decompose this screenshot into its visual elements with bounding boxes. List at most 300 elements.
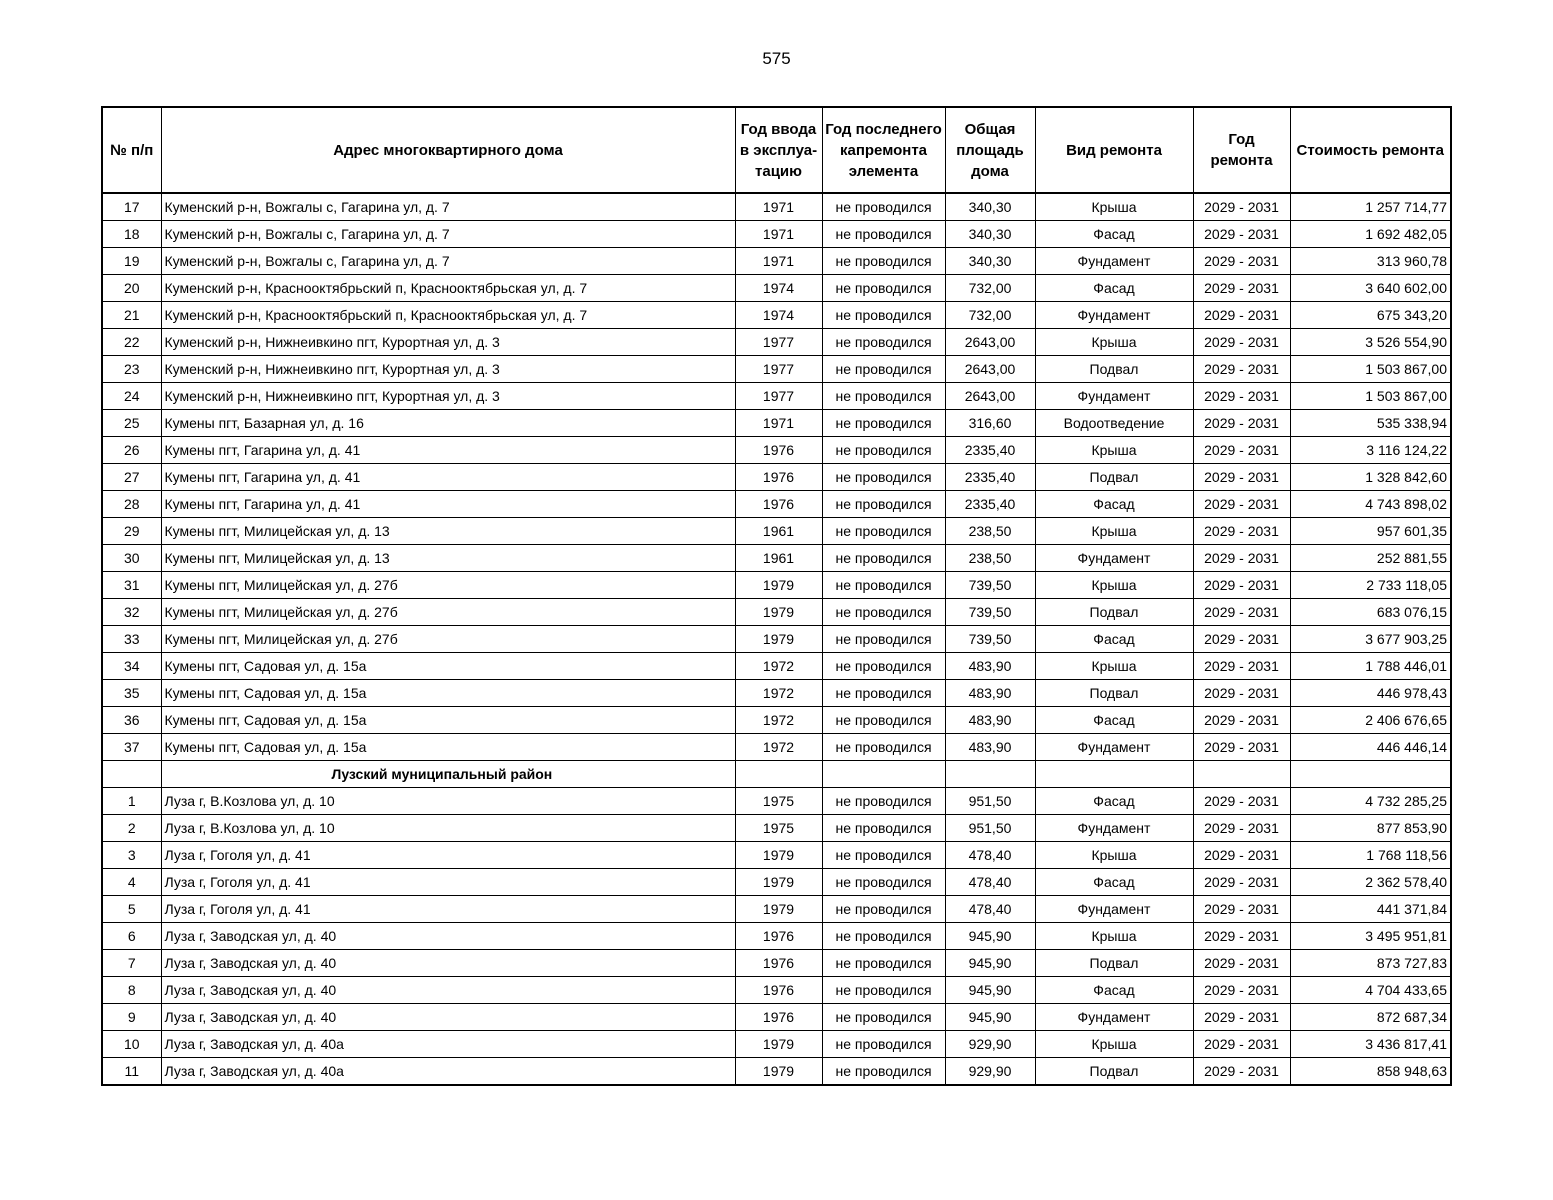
cell-last-repair: не проводился [822,815,945,842]
cell-cost: 4 732 285,25 [1290,788,1451,815]
cell-repair-year: 2029 - 2031 [1193,383,1290,410]
cell-last-repair: не проводился [822,248,945,275]
cell-area: 739,50 [945,626,1035,653]
cell-repair-year: 2029 - 2031 [1193,193,1290,221]
cell-cost: 446 446,14 [1290,734,1451,761]
header-row [102,107,1451,193]
cell-num: 25 [102,410,161,437]
cell-repair-type: Фундамент [1035,383,1193,410]
cell-repair-year: 2029 - 2031 [1193,977,1290,1004]
cell-cost: 1 692 482,05 [1290,221,1451,248]
cell-address: Кумены пгт, Милицейская ул, д. 27б [161,572,735,599]
cell-last-repair: не проводился [822,707,945,734]
table-row [102,545,1451,572]
table-row [102,734,1451,761]
cell-num: 20 [102,275,161,302]
cell-repair-year: 2029 - 2031 [1193,1058,1290,1086]
cell-last-repair: не проводился [822,842,945,869]
cell-last-repair: не проводился [822,464,945,491]
cell-last-repair: не проводился [822,193,945,221]
cell-year-built: 1979 [735,626,822,653]
cell-num: 17 [102,193,161,221]
cell-cost: 3 495 951,81 [1290,923,1451,950]
cell-num: 11 [102,1058,161,1086]
page-number: 575 [762,49,791,68]
cell-repair-year: 2029 - 2031 [1193,788,1290,815]
cell-area: 483,90 [945,653,1035,680]
cell-cost: 4 704 433,65 [1290,977,1451,1004]
cell-area: 483,90 [945,707,1035,734]
cell-cost: 3 436 817,41 [1290,1031,1451,1058]
cell-repair-year: 2029 - 2031 [1193,653,1290,680]
cell-cost: 858 948,63 [1290,1058,1451,1086]
cell-repair-type: Подвал [1035,464,1193,491]
cell-year-built: 1979 [735,1058,822,1086]
header-area: Общая площадь дома [945,107,1035,193]
cell-num: 31 [102,572,161,599]
cell-num: 32 [102,599,161,626]
cell-num: 29 [102,518,161,545]
cell-repair-type: Подвал [1035,950,1193,977]
cell-repair-type: Крыша [1035,518,1193,545]
cell-year-built: 1979 [735,842,822,869]
cell-last-repair: не проводился [822,869,945,896]
cell-repair-year: 2029 - 2031 [1193,437,1290,464]
cell-repair-type: Крыша [1035,572,1193,599]
cell-last-repair: не проводился [822,977,945,1004]
cell-year-built: 1976 [735,923,822,950]
cell-num: 10 [102,1031,161,1058]
cell-last-repair: не проводился [822,545,945,572]
cell-num: 33 [102,626,161,653]
cell-num: 27 [102,464,161,491]
cell-address: Куменский р-н, Нижнеивкино пгт, Курортная ул, д. 3 [161,356,735,383]
cell-cost: 252 881,55 [1290,545,1451,572]
cell-repair-type [1035,761,1193,788]
table-row [102,815,1451,842]
cell-area: 2643,00 [945,329,1035,356]
cell-area: 478,40 [945,896,1035,923]
repair-table [101,106,1452,1086]
cell-num: 26 [102,437,161,464]
cell-area: 945,90 [945,1004,1035,1031]
cell-address: Кумены пгт, Базарная ул, д. 16 [161,410,735,437]
cell-repair-type: Фундамент [1035,1004,1193,1031]
cell-repair-type: Подвал [1035,356,1193,383]
cell-address: Кумены пгт, Гагарина ул, д. 41 [161,491,735,518]
cell-cost: 1 328 842,60 [1290,464,1451,491]
cell-repair-year: 2029 - 2031 [1193,815,1290,842]
cell-area: 483,90 [945,680,1035,707]
cell-area: 483,90 [945,734,1035,761]
header-repair-year: Год ремонта [1193,107,1290,193]
cell-repair-year: 2029 - 2031 [1193,410,1290,437]
cell-num: 4 [102,869,161,896]
cell-repair-type: Фасад [1035,788,1193,815]
cell-num: 9 [102,1004,161,1031]
cell-cost: 441 371,84 [1290,896,1451,923]
table-row [102,221,1451,248]
cell-address: Кумены пгт, Гагарина ул, д. 41 [161,464,735,491]
cell-repair-year: 2029 - 2031 [1193,842,1290,869]
table-row [102,437,1451,464]
table-row [102,1031,1451,1058]
cell-last-repair: не проводился [822,599,945,626]
cell-num: 34 [102,653,161,680]
cell-cost: 446 978,43 [1290,680,1451,707]
cell-repair-year: 2029 - 2031 [1193,221,1290,248]
cell-year-built: 1976 [735,977,822,1004]
cell-address: Луза г, Заводская ул, д. 40а [161,1031,735,1058]
cell-year-built: 1971 [735,248,822,275]
header-last-repair: Год последнего капремонта элемента [822,107,945,193]
cell-cost: 683 076,15 [1290,599,1451,626]
cell-address: Кумены пгт, Милицейская ул, д. 27б [161,626,735,653]
cell-repair-year: 2029 - 2031 [1193,464,1290,491]
cell-num: 19 [102,248,161,275]
cell-address: Кумены пгт, Садовая ул, д. 15а [161,734,735,761]
cell-area: 739,50 [945,572,1035,599]
cell-repair-year: 2029 - 2031 [1193,572,1290,599]
cell-repair-year: 2029 - 2031 [1193,1004,1290,1031]
cell-area: 340,30 [945,193,1035,221]
cell-address: Луза г, В.Козлова ул, д. 10 [161,815,735,842]
cell-year-built: 1961 [735,545,822,572]
cell-num: 28 [102,491,161,518]
cell-last-repair: не проводился [822,302,945,329]
header-year-built: Год ввода в эксплуа-тацию [735,107,822,193]
cell-area: 732,00 [945,275,1035,302]
cell-last-repair: не проводился [822,356,945,383]
table-row [102,599,1451,626]
cell-address: Луза г, Гоголя ул, д. 41 [161,896,735,923]
cell-num: 5 [102,896,161,923]
cell-year-built: 1975 [735,788,822,815]
cell-address: Куменский р-н, Нижнеивкино пгт, Курортная ул, д. 3 [161,383,735,410]
cell-repair-type: Подвал [1035,599,1193,626]
cell-area: 340,30 [945,221,1035,248]
cell-area: 739,50 [945,599,1035,626]
cell-last-repair: не проводился [822,896,945,923]
cell-area: 945,90 [945,977,1035,1004]
cell-repair-type: Крыша [1035,653,1193,680]
table-row [102,302,1451,329]
cell-year-built: 1979 [735,599,822,626]
cell-cost: 957 601,35 [1290,518,1451,545]
cell-repair-type: Фасад [1035,977,1193,1004]
cell-cost: 2 733 118,05 [1290,572,1451,599]
cell-repair-year: 2029 - 2031 [1193,275,1290,302]
cell-last-repair: не проводился [822,1031,945,1058]
cell-cost: 1 788 446,01 [1290,653,1451,680]
header-address: Адрес многоквартирного дома [161,107,735,193]
cell-address: Куменский р-н, Вожгалы с, Гагарина ул, д. 7 [161,248,735,275]
cell-num: 37 [102,734,161,761]
header-num: № п/п [102,107,161,193]
cell-year-built: 1979 [735,572,822,599]
cell-year-built: 1975 [735,815,822,842]
cell-address: Луза г, Заводская ул, д. 40 [161,977,735,1004]
cell-repair-type: Фасад [1035,221,1193,248]
cell-year-built: 1979 [735,1031,822,1058]
cell-cost: 873 727,83 [1290,950,1451,977]
cell-repair-year: 2029 - 2031 [1193,680,1290,707]
cell-last-repair: не проводился [822,1004,945,1031]
cell-repair-type: Крыша [1035,193,1193,221]
cell-num [102,761,161,788]
cell-cost: 2 362 578,40 [1290,869,1451,896]
table-row [102,923,1451,950]
cell-year-built: 1976 [735,491,822,518]
cell-year-built: 1977 [735,356,822,383]
table-row [102,356,1451,383]
cell-address: Кумены пгт, Садовая ул, д. 15а [161,680,735,707]
cell-num: 22 [102,329,161,356]
cell-area: 238,50 [945,518,1035,545]
cell-repair-type: Фундамент [1035,734,1193,761]
cell-num: 24 [102,383,161,410]
cell-address: Луза г, Заводская ул, д. 40 [161,923,735,950]
cell-year-built: 1974 [735,302,822,329]
cell-cost: 1 503 867,00 [1290,383,1451,410]
cell-num: 21 [102,302,161,329]
table-row [102,491,1451,518]
cell-last-repair: не проводился [822,923,945,950]
cell-address: Куменский р-н, Вожгалы с, Гагарина ул, д. 7 [161,221,735,248]
table-row [102,193,1451,221]
cell-area: 316,60 [945,410,1035,437]
cell-repair-year: 2029 - 2031 [1193,896,1290,923]
cell-area: 478,40 [945,842,1035,869]
cell-last-repair: не проводился [822,275,945,302]
cell-repair-year: 2029 - 2031 [1193,707,1290,734]
cell-year-built: 1972 [735,707,822,734]
cell-cost: 1 768 118,56 [1290,842,1451,869]
cell-last-repair [822,761,945,788]
cell-area: 951,50 [945,815,1035,842]
cell-num: 23 [102,356,161,383]
table-row [102,275,1451,302]
cell-repair-year: 2029 - 2031 [1193,518,1290,545]
cell-year-built: 1972 [735,653,822,680]
cell-repair-type: Подвал [1035,1058,1193,1086]
cell-cost: 4 743 898,02 [1290,491,1451,518]
cell-repair-year: 2029 - 2031 [1193,302,1290,329]
cell-area: 945,90 [945,923,1035,950]
cell-cost: 3 640 602,00 [1290,275,1451,302]
cell-area: 2643,00 [945,383,1035,410]
cell-address: Луза г, Заводская ул, д. 40 [161,1004,735,1031]
section-row [102,761,1451,788]
cell-area: 238,50 [945,545,1035,572]
cell-area: 2335,40 [945,464,1035,491]
cell-repair-year: 2029 - 2031 [1193,356,1290,383]
cell-area: 951,50 [945,788,1035,815]
cell-cost: 1 257 714,77 [1290,193,1451,221]
cell-repair-type: Водоотведение [1035,410,1193,437]
cell-area [945,761,1035,788]
cell-cost: 1 503 867,00 [1290,356,1451,383]
table-row [102,1004,1451,1031]
cell-repair-year: 2029 - 2031 [1193,626,1290,653]
cell-address: Лузский муниципальный район [161,761,735,788]
cell-last-repair: не проводился [822,1058,945,1086]
table-row [102,572,1451,599]
cell-num: 6 [102,923,161,950]
cell-num: 18 [102,221,161,248]
cell-last-repair: не проводился [822,788,945,815]
cell-area: 478,40 [945,869,1035,896]
cell-repair-year: 2029 - 2031 [1193,545,1290,572]
cell-cost: 675 343,20 [1290,302,1451,329]
cell-year-built: 1976 [735,437,822,464]
cell-area: 929,90 [945,1031,1035,1058]
cell-repair-type: Подвал [1035,680,1193,707]
cell-repair-year: 2029 - 2031 [1193,491,1290,518]
cell-cost: 2 406 676,65 [1290,707,1451,734]
table-row [102,248,1451,275]
cell-last-repair: не проводился [822,329,945,356]
cell-year-built: 1977 [735,329,822,356]
cell-year-built: 1974 [735,275,822,302]
cell-last-repair: не проводился [822,410,945,437]
table-row [102,1058,1451,1086]
cell-last-repair: не проводился [822,950,945,977]
cell-address: Куменский р-н, Краснооктябрьский п, Краснооктябрьская ул, д. 7 [161,275,735,302]
cell-area: 2335,40 [945,437,1035,464]
cell-area: 340,30 [945,248,1035,275]
cell-last-repair: не проводился [822,680,945,707]
cell-address: Кумены пгт, Садовая ул, д. 15а [161,653,735,680]
cell-last-repair: не проводился [822,518,945,545]
cell-year-built: 1976 [735,1004,822,1031]
cell-last-repair: не проводился [822,653,945,680]
cell-year-built: 1979 [735,896,822,923]
cell-num: 7 [102,950,161,977]
cell-year-built: 1971 [735,221,822,248]
cell-year-built: 1976 [735,950,822,977]
table-row [102,977,1451,1004]
cell-address: Луза г, Гоголя ул, д. 41 [161,869,735,896]
cell-repair-type: Фасад [1035,275,1193,302]
table-row [102,518,1451,545]
cell-address: Куменский р-н, Нижнеивкино пгт, Курортная ул, д. 3 [161,329,735,356]
cell-repair-year: 2029 - 2031 [1193,599,1290,626]
cell-repair-year: 2029 - 2031 [1193,329,1290,356]
cell-address: Кумены пгт, Гагарина ул, д. 41 [161,437,735,464]
cell-area: 929,90 [945,1058,1035,1086]
cell-repair-type: Фундамент [1035,248,1193,275]
cell-last-repair: не проводился [822,734,945,761]
cell-last-repair: не проводился [822,626,945,653]
cell-repair-year: 2029 - 2031 [1193,950,1290,977]
table-row [102,950,1451,977]
cell-num: 1 [102,788,161,815]
table-row [102,707,1451,734]
cell-repair-type: Крыша [1035,1031,1193,1058]
cell-cost: 3 526 554,90 [1290,329,1451,356]
cell-year-built: 1972 [735,680,822,707]
cell-year-built: 1979 [735,869,822,896]
header-cost: Стоимость ремонта [1290,107,1451,193]
cell-repair-year: 2029 - 2031 [1193,869,1290,896]
cell-year-built: 1972 [735,734,822,761]
table-row [102,896,1451,923]
table-row [102,680,1451,707]
cell-repair-year: 2029 - 2031 [1193,923,1290,950]
cell-num: 35 [102,680,161,707]
cell-repair-year: 2029 - 2031 [1193,1031,1290,1058]
header-repair-type: Вид ремонта [1035,107,1193,193]
cell-repair-type: Фасад [1035,869,1193,896]
cell-area: 2643,00 [945,356,1035,383]
cell-repair-type: Крыша [1035,437,1193,464]
table-row [102,653,1451,680]
cell-address: Кумены пгт, Милицейская ул, д. 13 [161,545,735,572]
table-row [102,410,1451,437]
cell-repair-type: Фундамент [1035,815,1193,842]
cell-area: 732,00 [945,302,1035,329]
cell-area: 2335,40 [945,491,1035,518]
cell-num: 36 [102,707,161,734]
cell-last-repair: не проводился [822,383,945,410]
table-body [102,193,1451,1085]
cell-last-repair: не проводился [822,491,945,518]
cell-last-repair: не проводился [822,572,945,599]
cell-num: 3 [102,842,161,869]
cell-address: Луза г, Заводская ул, д. 40а [161,1058,735,1086]
table-row [102,842,1451,869]
table-row [102,329,1451,356]
cell-address: Куменский р-н, Вожгалы с, Гагарина ул, д. 7 [161,193,735,221]
table-row [102,464,1451,491]
table-row [102,788,1451,815]
cell-address: Кумены пгт, Милицейская ул, д. 27б [161,599,735,626]
cell-year-built: 1971 [735,410,822,437]
cell-cost: 3 116 124,22 [1290,437,1451,464]
cell-last-repair: не проводился [822,221,945,248]
cell-repair-type: Фундамент [1035,545,1193,572]
cell-last-repair: не проводился [822,437,945,464]
cell-repair-type: Крыша [1035,842,1193,869]
cell-year-built: 1961 [735,518,822,545]
cell-cost: 877 853,90 [1290,815,1451,842]
cell-year-built: 1971 [735,193,822,221]
cell-address: Луза г, Заводская ул, д. 40 [161,950,735,977]
cell-address: Луза г, Гоголя ул, д. 41 [161,842,735,869]
cell-address: Кумены пгт, Милицейская ул, д. 13 [161,518,735,545]
cell-repair-type: Фасад [1035,626,1193,653]
cell-cost: 535 338,94 [1290,410,1451,437]
cell-cost: 3 677 903,25 [1290,626,1451,653]
cell-repair-type: Фундамент [1035,896,1193,923]
table-header [102,107,1451,193]
cell-num: 2 [102,815,161,842]
cell-repair-year: 2029 - 2031 [1193,734,1290,761]
cell-repair-type: Фасад [1035,707,1193,734]
cell-address: Луза г, В.Козлова ул, д. 10 [161,788,735,815]
cell-num: 30 [102,545,161,572]
table-row [102,626,1451,653]
cell-repair-year: 2029 - 2031 [1193,248,1290,275]
cell-year-built: 1977 [735,383,822,410]
table-row [102,383,1451,410]
cell-address: Куменский р-н, Краснооктябрьский п, Краснооктябрьская ул, д. 7 [161,302,735,329]
cell-year-built: 1976 [735,464,822,491]
table-row [102,869,1451,896]
cell-area: 945,90 [945,950,1035,977]
cell-cost [1290,761,1451,788]
